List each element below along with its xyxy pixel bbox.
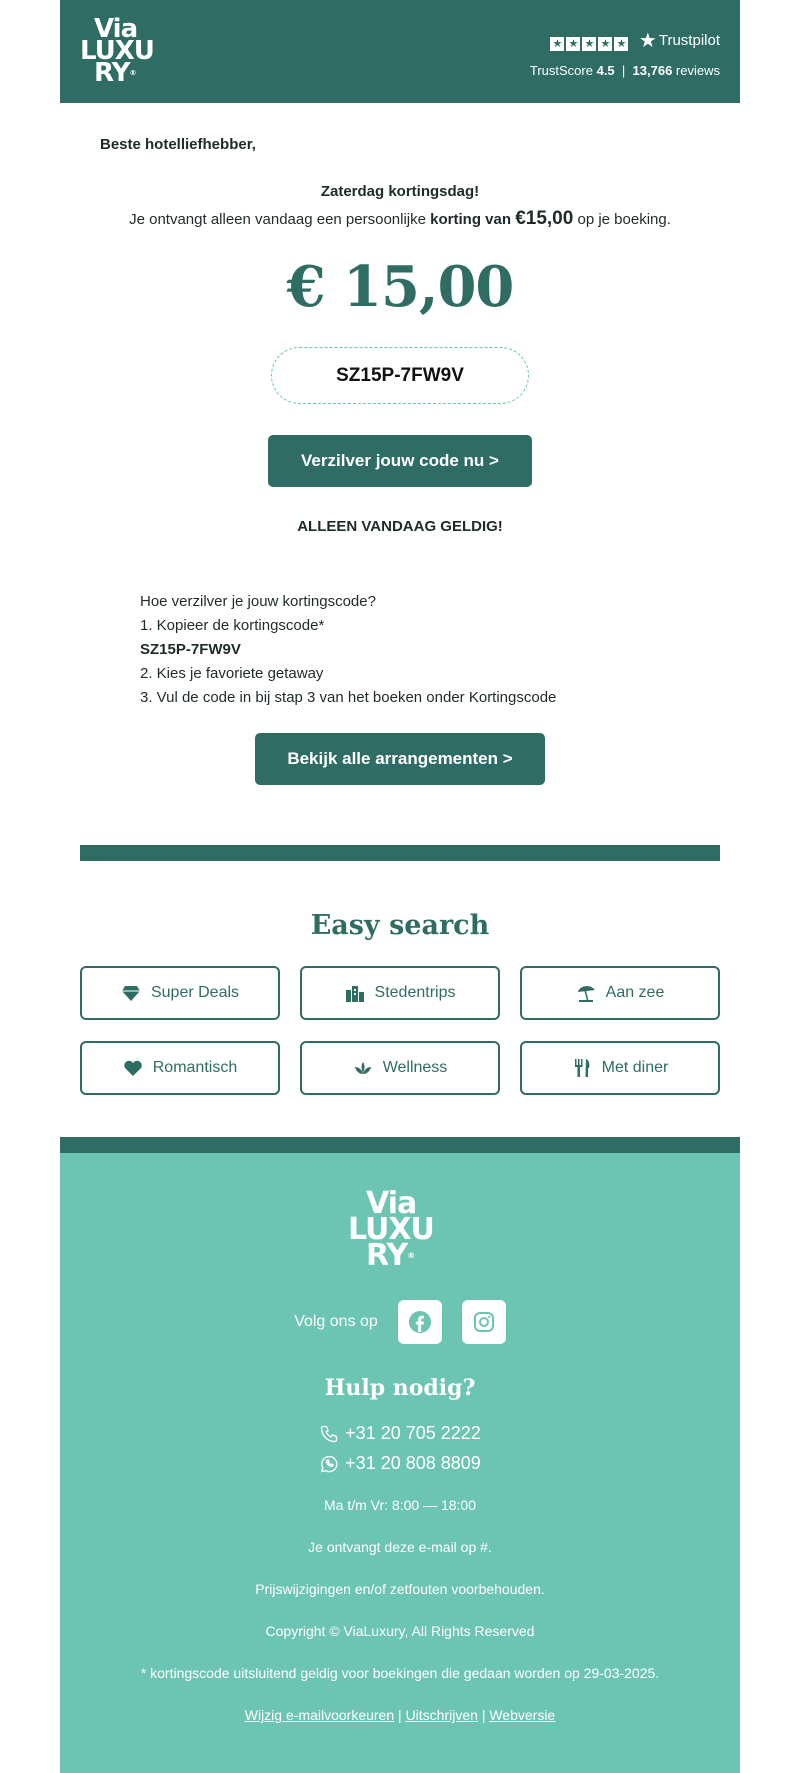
intro-block [60,183,740,230]
vialuxury-logo[interactable]: Via LUXU RY® [80,14,154,88]
city-icon [345,983,365,1003]
whatsapp-icon [319,1454,339,1474]
copyright: Copyright © ViaLuxury, All Rights Reserved [265,1623,535,1639]
cutlery-icon [572,1058,592,1078]
category-wellness[interactable]: Wellness [300,1041,500,1095]
instagram-icon [472,1310,496,1334]
trustpilot-star-icon: ★ [638,30,657,52]
view-all-packages-button[interactable]: Bekijk alle arrangementen > [255,733,545,785]
footer-logo[interactable]: Via LUXU RY® [348,1186,434,1273]
whatsapp-line[interactable]: +31 20 808 8809 [60,1453,740,1474]
follow-label: Volg ons op [294,1313,378,1330]
email-notice: Je ontvangt deze e-mail op #. [308,1539,492,1555]
opening-hours: Ma t/m Vr: 8:00 — 18:00 [324,1497,476,1513]
discount-amount: € 15,00 [286,254,514,320]
trustpilot-logo: ★ Trustpilot [638,30,720,52]
valid-today-notice: ALLEEN VANDAAG GELDIG! [297,518,503,535]
redeem-instructions [140,590,556,710]
phone-icon [319,1424,339,1444]
redeem-code-button[interactable]: Verzilver jouw code nu > [268,435,532,487]
greeting: Beste hotelliefhebber, [100,136,256,153]
instructions-question: Hoe verzilver je jouw kortingscode? [140,593,376,610]
category-aan-zee[interactable]: Aan zee [520,966,720,1020]
instruction-step-3: 3. Vul de code in bij stap 3 van het boeken onder Kortingscode [140,689,557,706]
heart-icon [123,1058,143,1078]
unsubscribe-link[interactable]: Uitschrijven [405,1707,478,1723]
category-stedentrips[interactable]: Stedentrips [300,966,500,1020]
trustpilot-stars: ★ ★ ★ ★ ★ [550,37,628,51]
footer-links: Wijzig e-mailvoorkeuren | Uitschrijven | Webversie [244,1707,556,1723]
diamond-icon [121,983,141,1003]
instruction-step-1: 1. Kopieer de kortingscode* [140,617,325,634]
trustscore-line: TrustScore 4.5 | 13,766 reviews [529,63,720,78]
intro-text: Je ontvangt alleen vandaag een persoonlijke korting van €15,00 op je boeking. [129,208,671,229]
category-romantisch[interactable]: Romantisch [80,1041,280,1095]
category-super-deals[interactable]: Super Deals [80,966,280,1020]
email-preferences-link[interactable]: Wijzig e-mailvoorkeuren [244,1707,395,1723]
facebook-link[interactable] [398,1300,442,1344]
price-disclaimer: Prijswijzigingen en/of zetfouten voorbehouden. [255,1581,545,1597]
trustpilot-widget[interactable] [530,28,720,78]
instruction-step-2: 2. Kies je favoriete getaway [140,665,324,682]
code-validity-note: * kortingscode uitsluitend geldig voor boekingen die gedaan worden op 29-03-2025. [140,1665,660,1681]
email-footer [60,1153,740,1773]
discount-code-box[interactable]: SZ15P-7FW9V [271,347,529,404]
section-divider [80,845,720,861]
easy-search-title: Easy search [310,910,490,941]
email-container [60,0,740,1773]
lotus-icon [353,1058,373,1078]
footer-band [60,1137,740,1153]
phone-line[interactable]: +31 20 705 2222 [60,1423,740,1444]
category-met-diner[interactable]: Met diner [520,1041,720,1095]
email-header [60,0,740,103]
help-title: Hulp nodig? [324,1375,476,1401]
social-follow [60,1300,740,1344]
instagram-link[interactable] [462,1300,506,1344]
web-version-link[interactable]: Webversie [489,1707,556,1723]
intro-headline: Zaterdag kortingsdag! [320,183,480,200]
instruction-code: SZ15P-7FW9V [140,641,241,658]
facebook-icon [408,1310,432,1334]
beach-umbrella-icon [576,983,596,1003]
